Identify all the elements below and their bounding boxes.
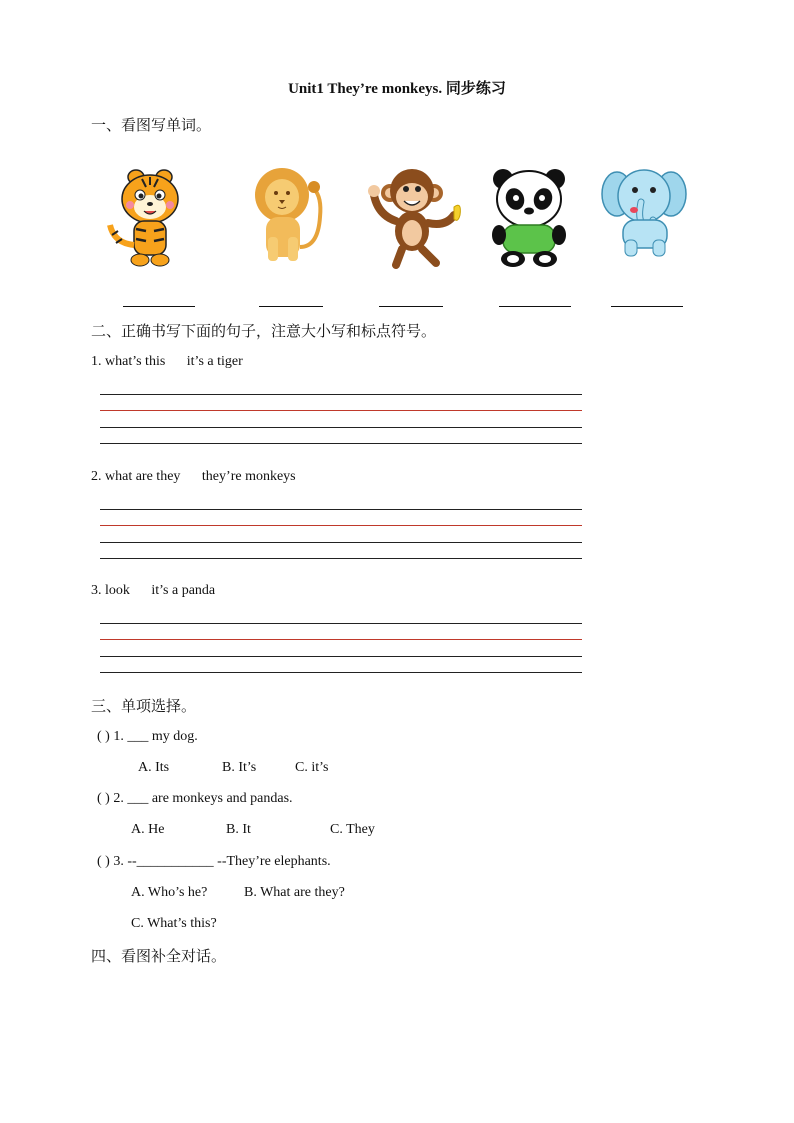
question-3 — [97, 854, 331, 870]
option-a: A. Who’s he? — [131, 885, 208, 900]
sentence-part-b: it’s a tiger — [186, 354, 243, 369]
option-b: B. It — [226, 822, 251, 837]
writing-line — [100, 427, 582, 428]
sentence-item-1 — [91, 354, 243, 370]
sentence-part-a: what’s this — [105, 354, 166, 369]
sentence-part-b: it’s a panda — [151, 583, 216, 598]
item-number: 2. — [91, 469, 102, 484]
sentence-item-2 — [91, 469, 296, 485]
answer-blank-2[interactable] — [259, 306, 323, 307]
question-stem: 2. ___ are monkeys and pandas. — [113, 791, 293, 806]
option-a: A. Its — [138, 760, 170, 775]
writing-line-red — [100, 410, 582, 411]
page-title: Unit1 They’re monkeys. 同步练习 — [288, 81, 506, 97]
section-4-heading: 四、看图补全对话。 — [91, 947, 227, 965]
answer-blank-1[interactable] — [123, 306, 195, 307]
writing-line — [100, 394, 582, 395]
section-1-heading: 一、看图写单词。 — [91, 116, 212, 134]
writing-line-red — [100, 639, 582, 640]
sentence-part-a: what are they — [105, 469, 181, 484]
question-stem: 1. ___ my dog. — [113, 729, 198, 744]
panda-icon — [489, 165, 569, 267]
section-3-heading: 三、单项选择。 — [91, 697, 197, 715]
item-number: 3. — [91, 583, 102, 598]
monkey-icon — [368, 165, 470, 269]
question-2 — [97, 791, 293, 807]
sentence-part-b: they’re monkeys — [201, 469, 296, 484]
question-stem: 3. --___________ --They’re elephants. — [113, 854, 331, 869]
option-c: C. What’s this? — [131, 916, 217, 931]
writing-line — [100, 542, 582, 543]
sentence-part-a: look — [105, 583, 130, 598]
writing-line — [100, 656, 582, 657]
writing-line — [100, 443, 582, 444]
answer-bracket[interactable]: ( ) — [97, 791, 110, 806]
option-c: C. it’s — [295, 760, 329, 775]
lion-icon — [250, 167, 330, 267]
answer-bracket[interactable]: ( ) — [97, 729, 110, 744]
answer-blank-5[interactable] — [611, 306, 683, 307]
section-2-heading: 二、正确书写下面的句子，注意大小写和标点符号。 — [91, 322, 437, 340]
answer-blank-3[interactable] — [379, 306, 443, 307]
option-b: B. It’s — [222, 760, 257, 775]
writing-line — [100, 623, 582, 624]
tiger-icon — [106, 165, 192, 271]
item-number: 1. — [91, 354, 102, 369]
writing-line — [100, 672, 582, 673]
writing-line-red — [100, 525, 582, 526]
elephant-icon — [601, 160, 687, 260]
answer-blank-4[interactable] — [499, 306, 571, 307]
option-b: B. What are they? — [244, 885, 345, 900]
option-c: C. They — [330, 822, 375, 837]
writing-line — [100, 558, 582, 559]
answer-bracket[interactable]: ( ) — [97, 854, 110, 869]
option-a: A. He — [131, 822, 165, 837]
sentence-item-3 — [91, 583, 215, 599]
question-1 — [97, 729, 198, 745]
writing-line — [100, 509, 582, 510]
